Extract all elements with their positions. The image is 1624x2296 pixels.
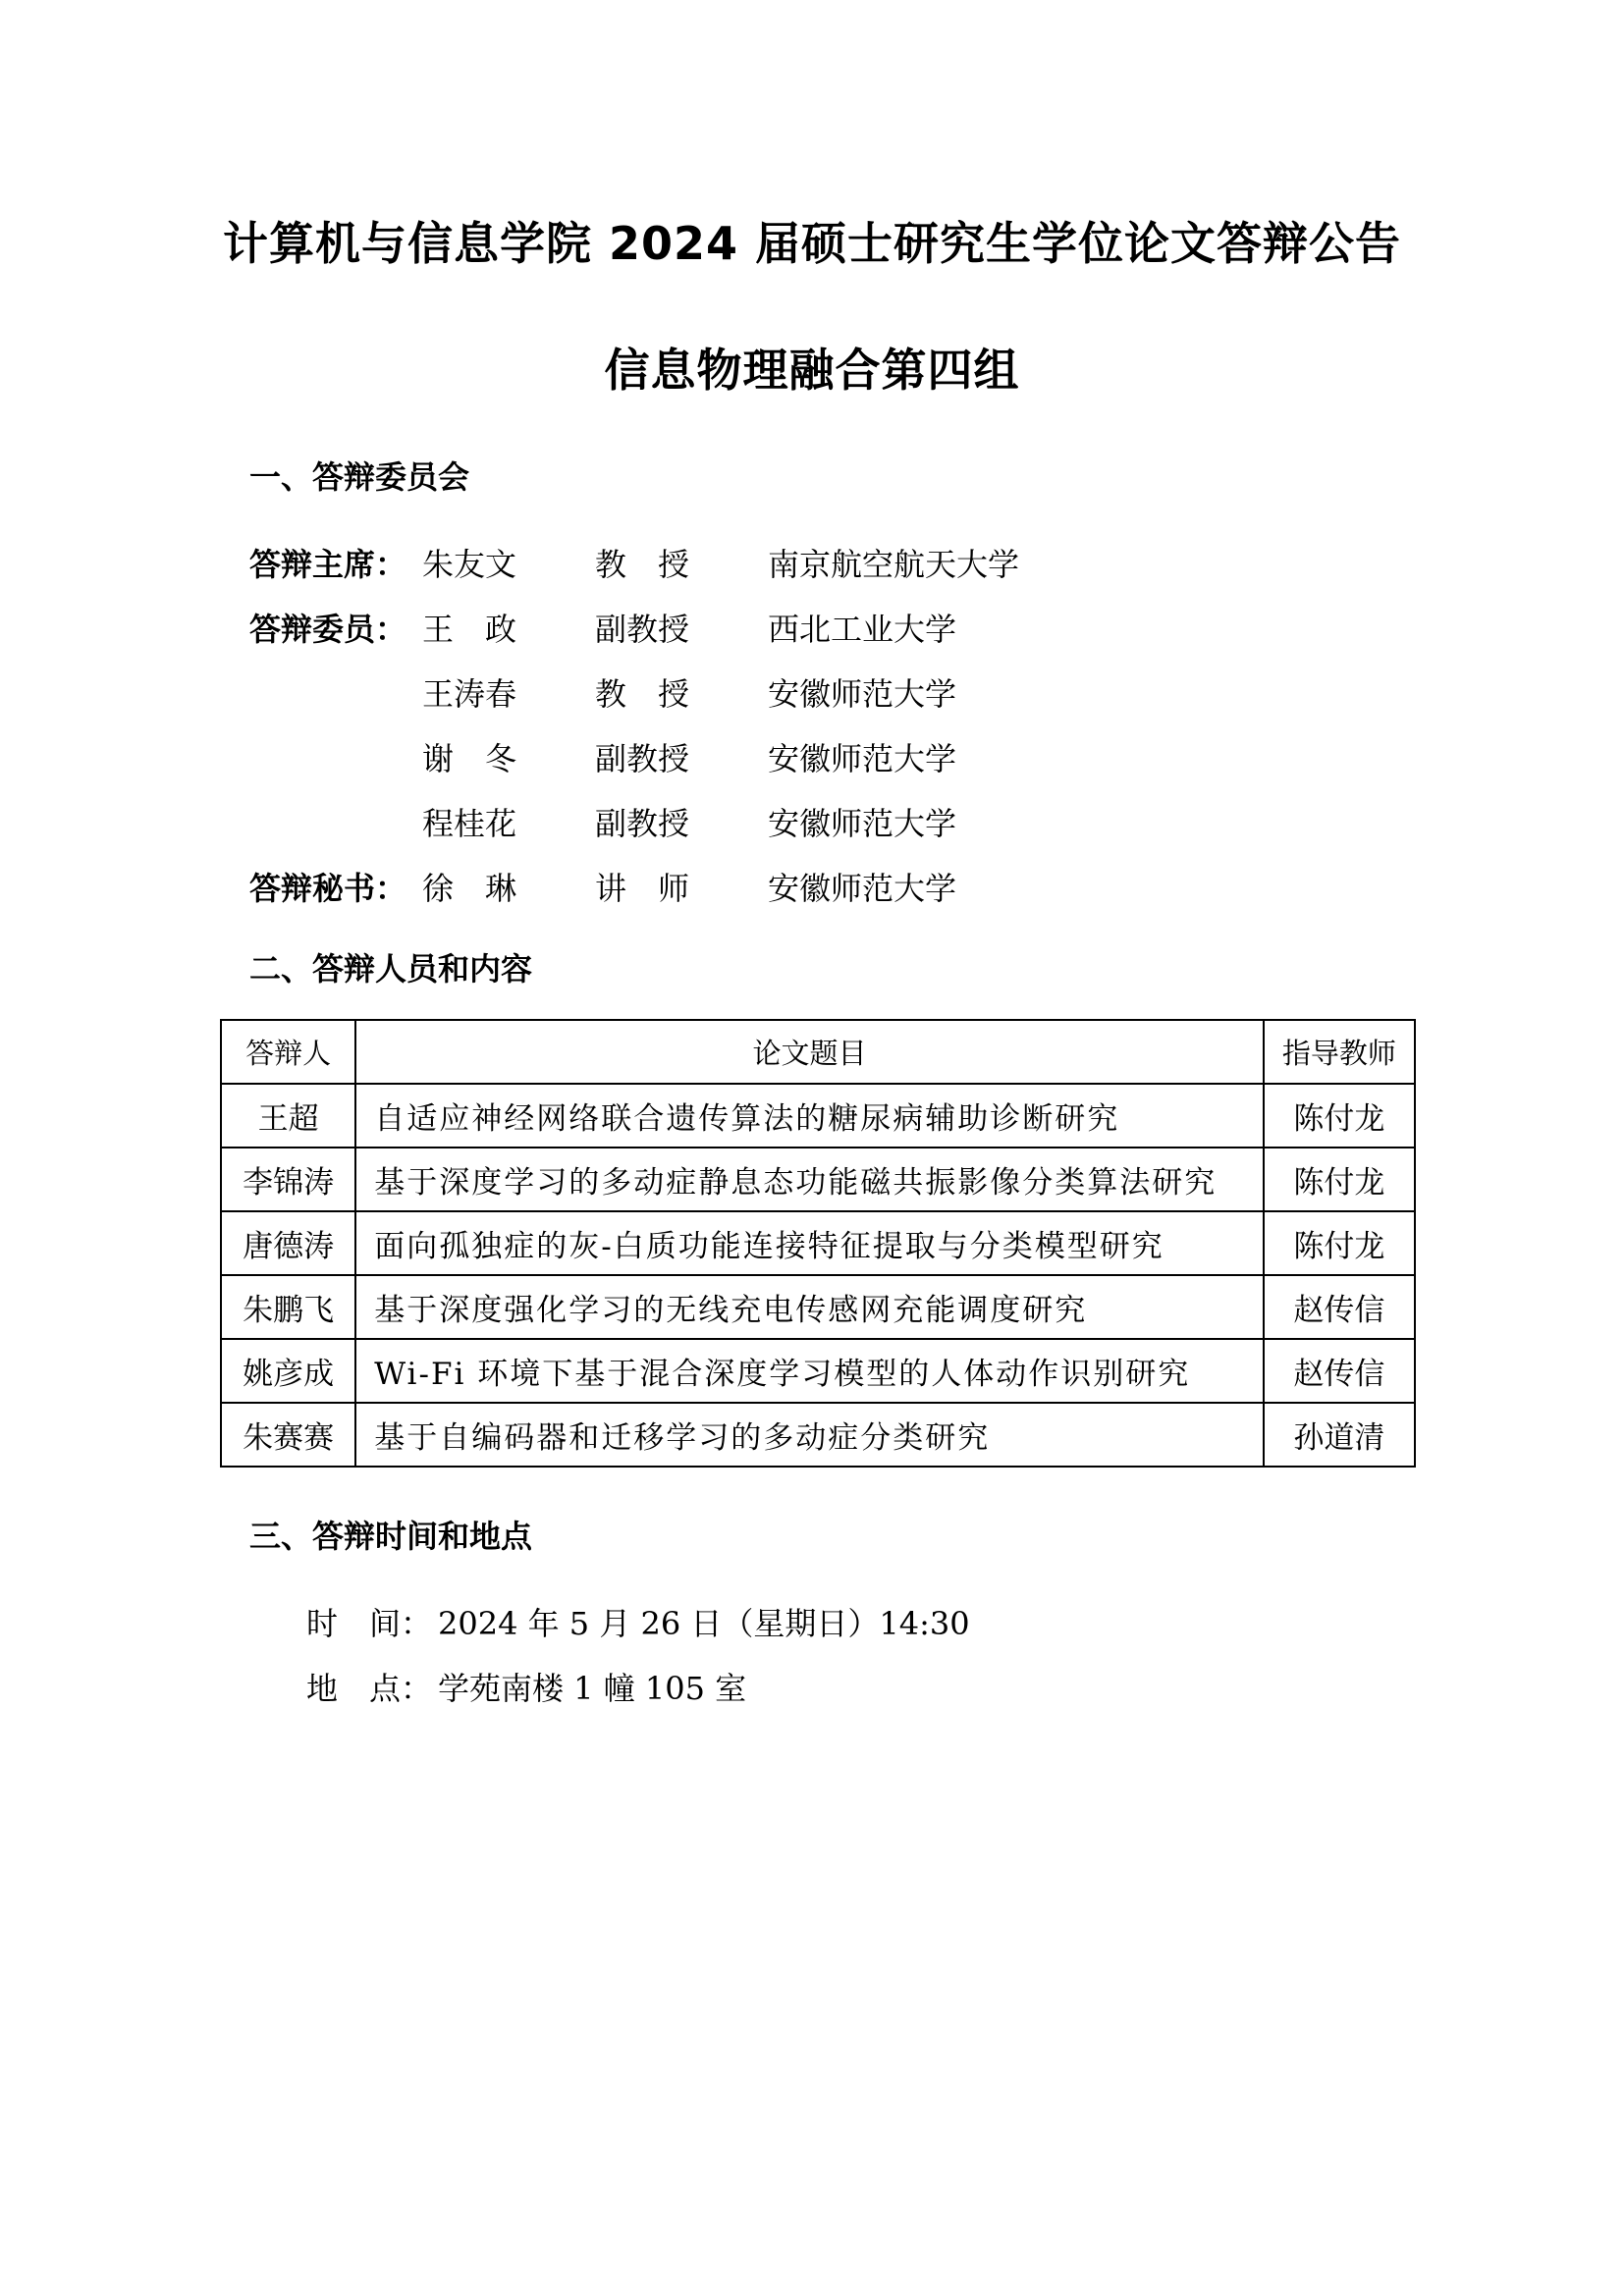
defense-place (306, 1664, 746, 1709)
header-topic: 论文题目 (355, 1020, 1264, 1084)
committee-title: 讲 师 (595, 870, 690, 907)
committee-name: 谢 冬 (422, 740, 517, 777)
defense-table (220, 1019, 1416, 1468)
student-name: 王超 (221, 1084, 355, 1148)
committee-name: 程桂花 (422, 805, 517, 842)
advisor-name: 赵传信 (1264, 1275, 1415, 1339)
thesis-topic: 基于自编码器和迁移学习的多动症分类研究 (355, 1403, 1264, 1467)
student-name: 唐德涛 (221, 1211, 355, 1275)
document-title: 计算机与信息学院 2024 届硕士研究生学位论文答辩公告 (222, 217, 1402, 270)
committee-role: 答辩委员： (249, 611, 407, 648)
thesis-topic: 基于深度强化学习的无线充电传感网充能调度研究 (355, 1275, 1264, 1339)
defense-time (306, 1599, 970, 1644)
committee-org: 安徽师范大学 (768, 740, 957, 777)
committee-name: 朱友文 (422, 546, 517, 583)
committee-name: 王涛春 (422, 675, 517, 713)
table-row (221, 1403, 1415, 1467)
advisor-name: 陈付龙 (1264, 1148, 1415, 1211)
student-name: 姚彦成 (221, 1339, 355, 1403)
advisor-name: 赵传信 (1264, 1339, 1415, 1403)
header-student: 答辩人 (221, 1020, 355, 1084)
header-advisor: 指导教师 (1264, 1020, 1415, 1084)
committee-org: 安徽师范大学 (768, 675, 957, 713)
committee-org: 安徽师范大学 (768, 870, 957, 907)
time-label: 时 间： (306, 1605, 433, 1642)
student-name: 李锦涛 (221, 1148, 355, 1211)
advisor-name: 孙道清 (1264, 1403, 1415, 1467)
student-name: 朱赛赛 (221, 1403, 355, 1467)
table-row (221, 1148, 1415, 1211)
advisor-name: 陈付龙 (1264, 1084, 1415, 1148)
committee-org: 安徽师范大学 (768, 805, 957, 842)
document-subtitle: 信息物理融合第四组 (604, 344, 1020, 397)
place-value: 学苑南楼 1 幢 105 室 (438, 1670, 747, 1707)
thesis-topic: 面向孤独症的灰-白质功能连接特征提取与分类模型研究 (355, 1211, 1264, 1275)
committee-title: 副教授 (595, 740, 690, 777)
table-row (221, 1339, 1415, 1403)
table-row (221, 1211, 1415, 1275)
time-place-heading: 三、答辩时间和地点 (249, 1518, 533, 1555)
table-header-row (221, 1020, 1415, 1084)
table-row (221, 1084, 1415, 1148)
committee-title: 副教授 (595, 805, 690, 842)
thesis-topic: Wi-Fi 环境下基于混合深度学习模型的人体动作识别研究 (355, 1339, 1264, 1403)
committee-heading: 一、答辩委员会 (249, 458, 470, 496)
defense-heading: 二、答辩人员和内容 (249, 950, 533, 988)
place-label: 地 点： (306, 1670, 433, 1707)
committee-title: 副教授 (595, 611, 690, 648)
time-value: 2024 年 5 月 26 日（星期日）14:30 (438, 1605, 970, 1642)
committee-role: 答辩主席： (249, 546, 407, 583)
advisor-name: 陈付龙 (1264, 1211, 1415, 1275)
table-row (221, 1275, 1415, 1339)
committee-name: 王 政 (422, 611, 517, 648)
thesis-topic: 自适应神经网络联合遗传算法的糖尿病辅助诊断研究 (355, 1084, 1264, 1148)
committee-org: 南京航空航天大学 (768, 546, 1020, 583)
committee-org: 西北工业大学 (768, 611, 957, 648)
thesis-topic: 基于深度学习的多动症静息态功能磁共振影像分类算法研究 (355, 1148, 1264, 1211)
committee-title: 教 授 (595, 675, 690, 713)
committee-role: 答辩秘书： (249, 870, 407, 907)
committee-title: 教 授 (595, 546, 690, 583)
student-name: 朱鹏飞 (221, 1275, 355, 1339)
committee-name: 徐 琳 (422, 870, 517, 907)
